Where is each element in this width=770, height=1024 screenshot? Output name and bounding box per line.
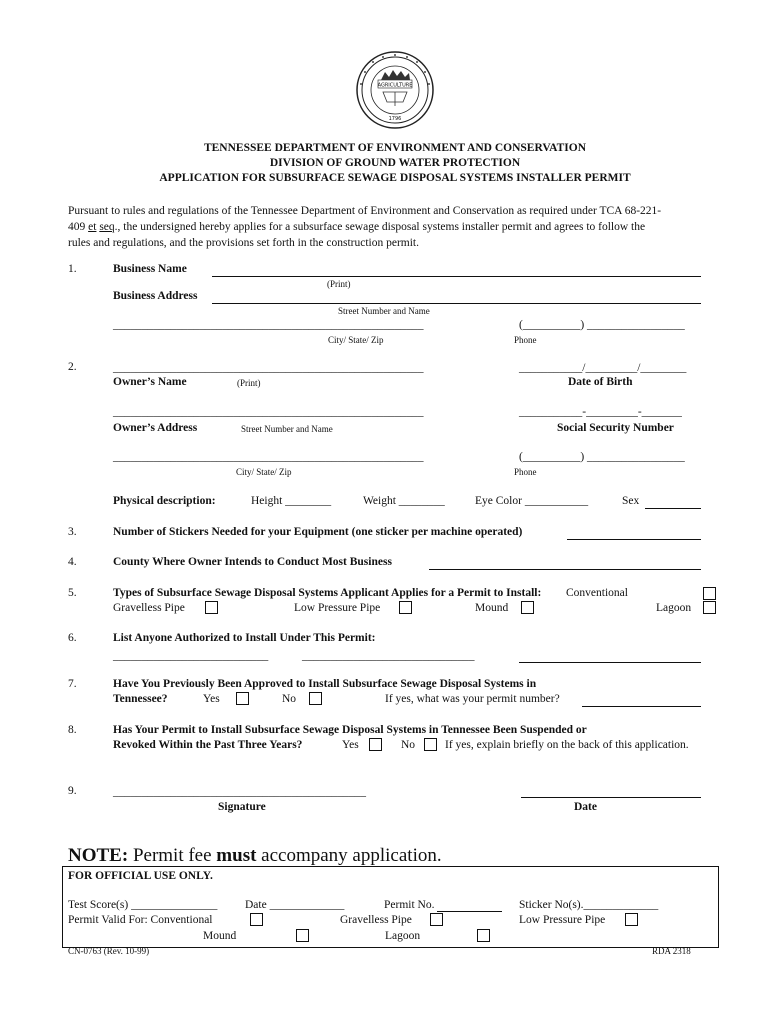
mound-label: Mound <box>475 602 509 614</box>
mound-checkbox[interactable] <box>521 601 534 614</box>
q7-yes-checkbox[interactable] <box>236 692 249 705</box>
seal-year: 1796 <box>388 116 402 122</box>
conventional-checkbox[interactable] <box>703 587 716 600</box>
section-9-number: 9. <box>68 785 77 797</box>
official-mound-label: Mound <box>203 930 237 942</box>
official-low-pressure-checkbox[interactable] <box>625 913 638 926</box>
owner-address-field[interactable]: ______________________________________________________ <box>113 406 424 418</box>
intro-line-3: rules and regulations, and the provisions set forth in the construction permit. <box>68 237 419 249</box>
sticker-no-field[interactable]: Sticker No(s)._____________ <box>519 899 659 911</box>
seal-agriculture-label: AGRICULTURE <box>377 82 413 89</box>
header-form-title: APPLICATION FOR SUBSURFACE SEWAGE DISPOSAL SYSTEMS INSTALLER PERMIT <box>159 172 631 184</box>
physical-description-label: Physical description: <box>113 495 216 507</box>
date-field[interactable] <box>521 797 701 798</box>
official-gravelless-label: Gravelless Pipe <box>340 914 412 926</box>
q7-ifyes-label: If yes, what was your permit number? <box>385 693 560 705</box>
authorized-field-1[interactable]: ___________________________ <box>113 650 269 662</box>
section-1-number: 1. <box>68 263 77 275</box>
dob-label: Date of Birth <box>568 376 633 388</box>
intro-line-1: Pursuant to rules and regulations of the Tennessee Department of Environment and Conservation as required under TCA 68-221- <box>68 205 662 217</box>
suspended-question-2: Revoked Within the Past Three Years? <box>113 739 303 751</box>
permit-no-field[interactable] <box>437 911 502 912</box>
signature-field[interactable]: ____________________________________________ <box>113 786 366 798</box>
county-label: County Where Owner Intends to Conduct Most Business <box>113 556 392 568</box>
business-address-label: Business Address <box>113 290 198 302</box>
rda-number: RDA 2318 <box>652 946 691 956</box>
sex-label: Sex <box>622 495 640 507</box>
business-city-field[interactable]: ______________________________________________________ <box>113 319 424 331</box>
weight-field[interactable]: Weight ________ <box>363 495 445 507</box>
suspended-question: Has Your Permit to Install Subsurface Sewage Disposal Systems in Tennessee Been Suspended or <box>113 724 587 736</box>
owner-address-label: Owner’s Address <box>113 422 198 434</box>
system-types-label: Types of Subsurface Sewage Disposal Systems Applicant Applies for a Permit to Install: <box>113 587 542 599</box>
authorized-field-2[interactable]: ______________________________ <box>302 650 475 662</box>
section-8-number: 8. <box>68 724 77 736</box>
conventional-label: Conventional <box>566 587 628 599</box>
owner-city-field[interactable]: ______________________________________________________ <box>113 451 424 463</box>
section-7-number: 7. <box>68 678 77 690</box>
street-hint: Street Number and Name <box>338 306 430 316</box>
official-mound-checkbox[interactable] <box>296 929 309 942</box>
ssn-label: Social Security Number <box>557 422 674 434</box>
previous-approval-question-2: Tennessee? <box>113 693 168 705</box>
q7-yes-label: Yes <box>203 693 220 705</box>
stickers-label: Number of Stickers Needed for your Equipment (one sticker per machine operated) <box>113 526 523 538</box>
form-number: CN-0763 (Rev. 10-99) <box>68 946 150 956</box>
official-lagoon-checkbox[interactable] <box>477 929 490 942</box>
owner-street-hint: Street Number and Name <box>241 424 333 434</box>
height-field[interactable]: Height ________ <box>251 495 332 507</box>
business-address-field[interactable] <box>212 303 701 304</box>
owner-phone-field[interactable]: (__________) _________________ <box>519 451 685 463</box>
authorized-field-3[interactable] <box>519 662 701 663</box>
low-pressure-label: Low Pressure Pipe <box>294 602 381 614</box>
fee-note: NOTE: Permit fee must accompany application. <box>68 845 442 866</box>
official-use-title: FOR OFFICIAL USE ONLY. <box>68 870 213 882</box>
gravelless-checkbox[interactable] <box>205 601 218 614</box>
business-name-label: Business Name <box>113 263 187 275</box>
permit-no-label: Permit No. <box>384 899 435 911</box>
section-6-number: 6. <box>68 632 77 644</box>
state-seal <box>355 50 435 130</box>
section-3-number: 3. <box>68 526 77 538</box>
q8-yes-checkbox[interactable] <box>369 738 382 751</box>
print-hint: (Print) <box>327 279 351 289</box>
official-date-field[interactable]: Date _____________ <box>245 899 345 911</box>
city-hint: City/ State/ Zip <box>328 335 384 345</box>
lagoon-label: Lagoon <box>656 602 692 614</box>
business-phone-field[interactable]: (__________) _________________ <box>519 319 685 331</box>
official-lagoon-label: Lagoon <box>385 930 421 942</box>
date-label: Date <box>574 801 597 813</box>
test-score-field[interactable]: Test Score(s) _______________ <box>68 899 218 911</box>
authorized-label: List Anyone Authorized to Install Under This Permit: <box>113 632 376 644</box>
previous-approval-question: Have You Previously Been Approved to Install Subsurface Sewage Disposal Systems in <box>113 678 537 690</box>
ssn-field[interactable]: ___________-_________-_______ <box>519 406 682 418</box>
official-gravelless-checkbox[interactable] <box>430 913 443 926</box>
business-name-field[interactable] <box>212 276 701 277</box>
low-pressure-checkbox[interactable] <box>399 601 412 614</box>
lagoon-checkbox[interactable] <box>703 601 716 614</box>
dob-field[interactable]: ___________/_________/________ <box>519 362 687 374</box>
owner-city-hint: City/ State/ Zip <box>236 467 292 477</box>
phone-hint: Phone <box>514 335 537 345</box>
q8-ifyes-label: If yes, explain briefly on the back of this application. <box>445 739 689 751</box>
q8-no-label: No <box>401 739 416 751</box>
header-division: DIVISION OF GROUND WATER PROTECTION <box>269 157 521 169</box>
q7-no-label: No <box>282 693 297 705</box>
permit-valid-label: Permit Valid For: Conventional <box>68 914 213 926</box>
owner-name-label: Owner’s Name <box>113 376 187 388</box>
q8-no-checkbox[interactable] <box>424 738 437 751</box>
official-conventional-checkbox[interactable] <box>250 913 263 926</box>
signature-label: Signature <box>218 801 266 813</box>
permit-number-field[interactable] <box>582 706 701 707</box>
section-2-number: 2. <box>68 361 77 373</box>
intro-line-2: 409 et seq., the undersigned hereby applies for a subsurface sewage disposal systems installer permit and agrees to follow the <box>68 221 646 233</box>
section-4-number: 4. <box>68 556 77 568</box>
official-low-pressure-label: Low Pressure Pipe <box>519 914 606 926</box>
gravelless-label: Gravelless Pipe <box>113 602 185 614</box>
owner-phone-hint: Phone <box>514 467 537 477</box>
owner-print-hint: (Print) <box>237 378 261 388</box>
section-5-number: 5. <box>68 587 77 599</box>
stickers-field[interactable] <box>567 539 701 540</box>
sex-field[interactable] <box>645 508 701 509</box>
owner-name-field[interactable]: ______________________________________________________ <box>113 362 424 374</box>
q8-yes-label: Yes <box>342 739 359 751</box>
county-field[interactable] <box>429 569 701 570</box>
q7-no-checkbox[interactable] <box>309 692 322 705</box>
header-dept: TENNESSEE DEPARTMENT OF ENVIRONMENT AND CONSERVATION <box>203 142 587 154</box>
eye-color-field[interactable]: Eye Color ___________ <box>475 495 589 507</box>
